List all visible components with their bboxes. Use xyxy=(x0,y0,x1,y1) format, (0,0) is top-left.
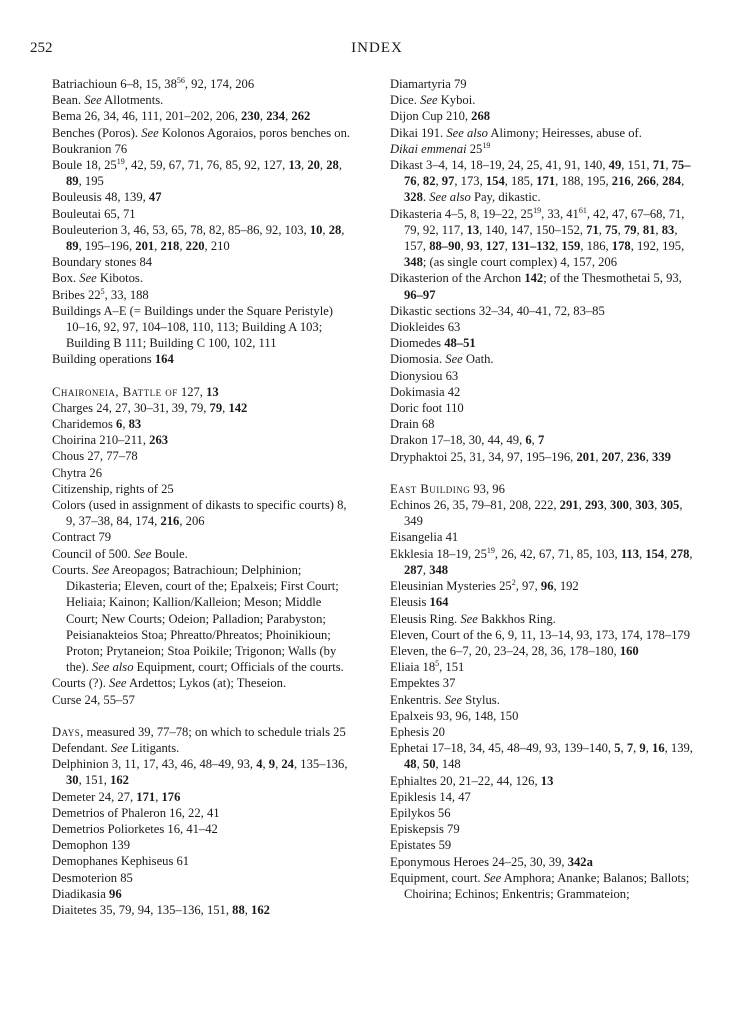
index-entry: Epilykos 56 xyxy=(390,805,451,820)
index-entry: Citizenship, rights of 25 xyxy=(52,481,174,496)
index-entry: Dikai 191. See also Alimony; Heiresses, abuse of. xyxy=(390,125,642,140)
index-entry: Buildings A–E (= Buildings under the Square Peristyle) 10–16, 92, 97, 104–108, 110, 113; Building A 103; Building B 111; Building C 100, 102, 111 xyxy=(52,303,333,351)
index-entry: Drakon 17–18, 30, 44, 49, 6, 7 xyxy=(390,433,545,448)
index-entry: Eponymous Heroes 24–25, 30, 39, 342a xyxy=(390,854,593,869)
index-entry: Ephialtes 20, 21–22, 44, 126, 13 xyxy=(390,773,554,788)
index-entry: Demetrios Poliorketes 16, 41–42 xyxy=(52,821,218,836)
index-entry: Bean. See Allotments. xyxy=(52,93,164,108)
index-entry: Charges 24, 27, 30–31, 39, 79, 79, 142 xyxy=(52,400,248,415)
index-entry: Diamartyria 79 xyxy=(390,77,467,91)
index-entry: Demophon 139 xyxy=(52,838,131,853)
index-entry: Chous 27, 77–78 xyxy=(52,449,138,464)
index-entry: Curse 24, 55–57 xyxy=(52,692,135,707)
index-entry: Boundary stones 84 xyxy=(52,255,153,270)
index-entry: Epistates 59 xyxy=(390,838,452,853)
index-entry: Echinos 26, 35, 79–81, 208, 222, 291, 293, 300, 303, 305, 349 xyxy=(390,498,683,529)
index-entry: Charidemos 6, 83 xyxy=(52,417,142,432)
index-entry: Demophanes Kephiseus 61 xyxy=(52,854,190,869)
index-entry: Defendant. See Litigants. xyxy=(52,740,180,755)
index-entry: Dikastic sections 32–34, 40–41, 72, 83–85 xyxy=(390,303,605,318)
index-entry: Equipment, court. See Amphora; Ananke; Balanos; Ballots; Choirina; Echinos; Enkentris; Grammateion; xyxy=(390,870,690,901)
index-entry: Diadikasia 96 xyxy=(52,886,122,901)
index-entry: Bouleuterion 3, 46, 53, 65, 78, 82, 85–86, 92, 103, 10, 28, 89, 195–196, 201, 218, 220, 210 xyxy=(52,222,345,254)
index-entry: Ephetai 17–18, 34, 45, 48–49, 93, 139–140, 5, 7, 9, 16, 139, 48, 50, 148 xyxy=(390,741,693,772)
index-entry: Dikast 3–4, 14, 18–19, 24, 25, 41, 91, 140, 49, 151, 71, 75–76, 82, 97, 173, 154, 185, 171, 188, 195, 216, 266, 284, 328. See also Pay, dikastic. xyxy=(390,158,691,205)
index-entry: Boukranion 76 xyxy=(52,141,128,156)
index-entry: Chaironeia, Battle of 127, 13 xyxy=(52,384,219,399)
index-entry: Contract 79 xyxy=(52,530,112,545)
index-entry: Empektes 37 xyxy=(390,676,456,691)
index-entry: Diaitetes 35, 79, 94, 135–136, 151, 88, 162 xyxy=(52,902,270,917)
index-entry: Eliaia $18^5$, 151 xyxy=(390,659,465,675)
index-entry: Eleven, Court of the 6, 9, 11, 13–14, 93, 173, 174, 178–179 xyxy=(390,627,691,642)
index-entry: Bribes $22^5$, 33, 188 xyxy=(52,286,149,302)
index-entry: Epalxeis 93, 96, 148, 150 xyxy=(390,708,519,723)
index-entry: Delphinion 3, 11, 17, 43, 46, 48–49, 93, 4, 9, 24, 135–136, 30, 151, 162 xyxy=(52,757,348,788)
index-entry: Diomedes 48–51 xyxy=(390,336,476,351)
index-entry: Dokimasia 42 xyxy=(390,384,461,399)
index-entry: East Building 93, 96 xyxy=(390,481,505,496)
index-entry: Demetrios of Phaleron 16, 22, 41 xyxy=(52,805,220,820)
index-entry: Ekklesia 18–19, $25^{19}$, 26, 42, 67, 71, 85, 103, 113, 154, 278, 287, 348 xyxy=(390,545,693,577)
index-entry: Dryphaktoi 25, 31, 34, 97, 195–196, 201, 207, 236, 339 xyxy=(390,449,671,464)
index-entry: Demeter 24, 27, 171, 176 xyxy=(52,789,181,804)
index-column-right xyxy=(390,76,701,902)
index-entry: Eleusinian Mysteries $25^2$, 97, 96, 192 xyxy=(390,578,579,594)
index-entry: Eleusis 164 xyxy=(390,595,449,610)
index-entry: Drain 68 xyxy=(390,417,435,432)
index-entry: Episkepsis 79 xyxy=(390,822,460,837)
index-entry: Dice. See Kyboi. xyxy=(390,93,476,108)
index-entry: Doric foot 110 xyxy=(390,401,464,416)
index-entry: Eleusis Ring. See Bakkhos Ring. xyxy=(390,611,556,626)
page-number: 252 xyxy=(30,40,53,56)
index-entry: Eisangelia 41 xyxy=(390,530,459,545)
index-entry: Eleven, the 6–7, 20, 23–24, 28, 36, 178–180, 160 xyxy=(390,643,639,658)
index-entry: Dikasterion of the Archon 142; of the Thesmothetai 5, 93, 96–97 xyxy=(390,271,682,302)
index-entry: Diokleides 63 xyxy=(390,320,461,335)
index-entry: Council of 500. See Boule. xyxy=(52,546,188,561)
index-entry: Ephesis 20 xyxy=(390,724,445,739)
index-entry: Desmoterion 85 xyxy=(52,870,133,885)
index-entry: Days, measured 39, 77–78; on which to schedule trials 25 xyxy=(52,724,346,739)
index-entry: Dikai emmenai $25^{19}$ xyxy=(390,140,491,156)
index-entry: Benches (Poros). See Kolonos Agoraios, poros benches on. xyxy=(52,125,351,140)
index-entry: Dikasteria 4–5, 8, 19–22, $25^{19}$, 33, $41^{61}$, 42, 47, 67–68, 71, 79, 92, 117, 13, 140, 147, 150–152, 71, 75, 79, 81, 83, 157, 88–90, 93, 127, 131–132, 159, 186, 178, 192, 195, 348; (as single court complex) 4, 157, 206 xyxy=(390,205,685,270)
running-head: INDEX xyxy=(351,40,403,56)
index-entry: Courts (?). See Ardettos; Lykos (at); Theseion. xyxy=(52,676,287,691)
index-entry: Building operations 164 xyxy=(52,352,174,367)
index-entry: Boule 18, $25^{19}$, 42, 59, 67, 71, 76, 85, 92, 127, 13, 20, 28, 89, 195 xyxy=(52,157,342,189)
index-entry: Dijon Cup 210, 268 xyxy=(390,109,491,124)
index-entry: Chytra 26 xyxy=(52,465,103,480)
index-entry: Choirina 210–211, 263 xyxy=(52,433,169,448)
index-entry: Colors (used in assignment of dikasts to specific courts) 8, 9, 37–38, 84, 174, 216, 206 xyxy=(52,498,347,529)
index-entry: Bema 26, 34, 46, 111, 201–202, 206, 230, 234, 262 xyxy=(52,109,311,124)
index-entry: Epiklesis 14, 47 xyxy=(390,789,471,804)
index-entry: Bouleusis 48, 139, 47 xyxy=(52,190,162,205)
index-entry: Batriachioun 6–8, 15, $38^{56}$, 92, 174, 206 xyxy=(52,76,255,91)
index-entry: Courts. See Areopagos; Batrachioun; Delphinion; Dikasteria; Eleven, court of the; Epalxeis; First Court; Heliaia; Kainon; Kallion/Kalleion; Meson; Middle Court; New Courts; Odeion; Palladion; Parabyston; Peisianakteios Stoa; Phreatto/Phreatos; Phoinikioun; Proton; Prytaneion; Stoa Poikile; Trigonon; Walls (by the). See also Equipment, court; Officials of the courts. xyxy=(52,562,344,675)
index-entry: Diomosia. See Oath. xyxy=(390,352,494,367)
index-column-left xyxy=(52,76,354,918)
index-entry: Enkentris. See Stylus. xyxy=(390,692,500,707)
index-entry: Bouleutai 65, 71 xyxy=(52,206,136,221)
index-entry: Box. See Kibotos. xyxy=(52,271,143,286)
index-entry: Dionysiou 63 xyxy=(390,368,459,383)
